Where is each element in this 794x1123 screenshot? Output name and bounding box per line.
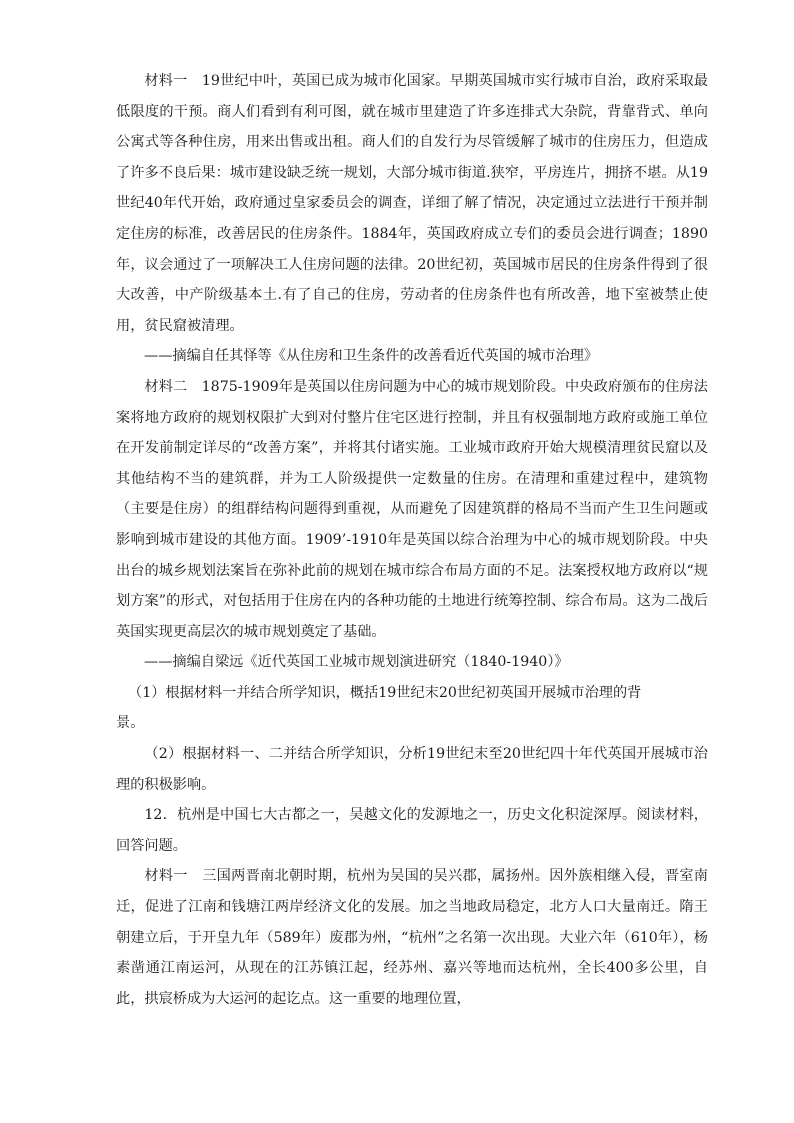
material-one-paragraph: 材料一 19世纪中叶，英国已成为城市化国家。早期英国城市实行城市自治，政府采取最低限度的干预。商人们看到有利可图，就在城市里建造了许多连排式大杂院，背靠背式、单向公寓式等各种住房，用来出售或出租。商人们的自发行为尽管缓解了城市的住房压力，但造成了许多不良后果：城市建设缺乏统一规划，大部分城市街道.狭窄，平房连片，拥挤不堪。从19世纪40年代开始，政府通过皇家委员会的调查，详细了解了情况，决定通过立法进行干预并制定住房的标准，改善居民的住房条件。1884年，英国政府成立专们的委员会进行调查；1890年，议会通过了一项解决工人住房问题的法律。20世纪初，英国城市居民的住房条件得到了很大改善，中产阶级基本土.有了自己的住房，劳动者的住房条件也有所改善，地下室被禁止使用，贫民窟被清理。: [116, 73, 708, 334]
question-one-continuation: 景。: [116, 715, 145, 732]
material-two-paragraph: 材料二 1875-1909年是英国以住房问题为中心的城市规划阶段。中央政府颁布的住房法案将地方政府的规划权限扩大到对付整片住宅区进行控制，并且有权强制地方政府或施工单位在开发前制定详尽的“改善方案”，并将其付诸实施。工业城市政府开始大规模清理贫民窟以及其他结构不当的建筑群，并为工人阶级提供一定数量的住房。在清理和重建过程中，建筑物（主要是住房）的组群结构问题得到重视，从而避免了因建筑群的格局不当而产生卫生问题或影响到城市建设的其他方面。1909’-1910年是英国以综合治理为中心的城市规划阶段。中央出台的城乡规划法案旨在弥补此前的规划在城市综合布局方面的不足。法案授权地方政府以“规划方案”的形式，对包括用于住房在内的各种功能的土地进行统筹控制、综合布局。这为二战后英国实现更高层次的城市规划奠定了基础。: [116, 378, 708, 640]
question-12-material-one: 材料一 三国两晋南北朝时期，杭州为吴国的吴兴郡，属扬州。因外族相继入侵，晋室南迁，促进了江南和钱塘江两岸经济文化的发展。加之当地政局稳定，北方人口大量南迁。隋王朝建立后，于开皇九年（589年）废郡为州，“杭州”之名第一次出现。大业六年（610年），杨素凿通江南运河，从现在的江苏镇江起，经苏州、嘉兴等地而达杭州，全长400多公里，自此，拱宸桥成为大运河的起讫点。这一重要的地理位置，: [116, 868, 708, 1007]
document-body: [116, 66, 708, 1014]
question-one-line: （1）根据材料一并结合所学知识，概括19世纪末20世纪初英国开展城市治理的背: [128, 684, 642, 701]
material-two-source: ——摘编自梁远《近代英国工业城市规划演进研究（1840-1940）》: [144, 654, 569, 671]
question-two: （2）根据材料一、二并结合所学知识，分析19世纪末至20世纪四十年代英国开展城市治理的积极影响。: [116, 746, 708, 793]
question-12-intro: 12．杭州是中国七大古都之一，吴越文化的发源地之一，历史文化积淀深厚。阅读材料，回答问题。: [116, 807, 708, 854]
material-one-source: ——摘编自任其怿等《从住房和卫生条件的改善看近代英国的城市治理》: [144, 348, 599, 365]
